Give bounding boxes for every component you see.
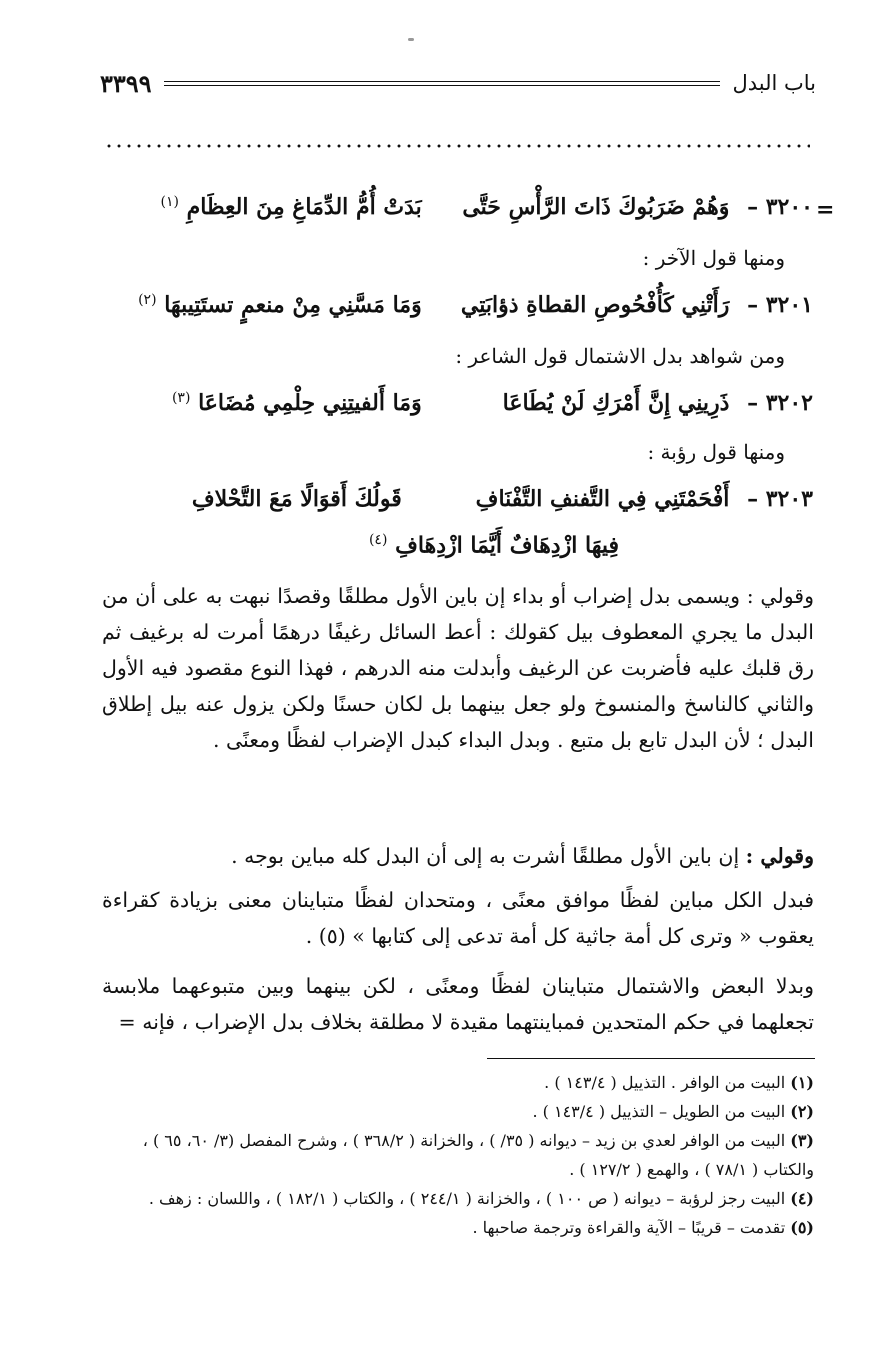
verse-hemistich-2: قَولُكَ أَقوَالًا مَعَ التَّحْلافِ xyxy=(191,486,402,512)
chapter-title: باب البدل xyxy=(732,71,816,95)
header-rule xyxy=(164,81,721,86)
paragraph-text: وبدلا البعض والاشتمال متباينان لفظًا ومعنًى ، لكن بينهما وبين متبوعهما ملابسة تجعلهما في حكم المتحدين فمباينتهما مقيدة لا مطلقة بخلاف بدل الإضراب ، فإنه = xyxy=(102,974,814,1034)
verse-3203-continuation xyxy=(369,532,619,558)
verse-number: ٣٢٠٢ – xyxy=(747,390,813,417)
verse-3203 xyxy=(192,486,813,512)
footnote-ref: (٤) xyxy=(368,532,388,548)
footnote xyxy=(102,1184,814,1213)
verse-3202 xyxy=(172,390,813,416)
running-header xyxy=(100,68,816,98)
verse-hemistich-1: وَهُمْ ضَرَبُوكَ ذَاتَ الرَّأْسِ حَتَّى xyxy=(462,194,730,221)
paragraph-text: إن باين الأول مطلقًا أشرت به إلى أن البدل كله مباين بوجه . xyxy=(231,844,746,868)
verse-intro: ومنها قول الآخر : xyxy=(642,246,785,270)
footnote-text: تقدمت – قريبًا – الآية والقراءة وترجمة صاحبها . xyxy=(472,1218,786,1237)
verse-intro: ومن شواهد بدل الاشتمال قول الشاعر : xyxy=(455,344,785,368)
paragraph-text: فبدل الكل مباين لفظًا موافق معنًى ، ومتحدان لفظًا متباينان معنى بزيادة كقراءة يعقوب « وترى كل أمة جاثية كل أمة تدعى إلى كتابها » (٥) . xyxy=(102,888,814,948)
footnote-text: البيت من الطويل – التذييل ( ١٤٣/٤ ) . xyxy=(532,1102,786,1121)
verse-hemistich-2: بَدَتْ أُمُّ الدِّمَاغِ مِنَ العِظَامِ xyxy=(186,194,422,221)
footnote-text: البيت من الوافر . التذييل ( ١٤٣/٤ ) . xyxy=(544,1073,786,1092)
footnote-number: (٣) xyxy=(790,1131,814,1150)
verse-line: فِيهَا ازْدِهَافٌ أَيَّمَا ازْدِهَافِ xyxy=(395,532,619,559)
footnote-ref: (١) xyxy=(160,194,179,210)
verse-3201 xyxy=(138,292,813,318)
verse-hemistich-2: وَمَا أَلفيتِنِي حِلْمِي مُضَاعَا xyxy=(198,390,422,417)
verse-hemistich-1: رَأَتْنِي كَأُفْحُوصِ القطاةِ ذؤابَتِي xyxy=(460,292,730,319)
paragraph-lead: وقولي : xyxy=(745,844,814,868)
verse-number: ٣٢٠٣ – xyxy=(747,486,813,512)
verse-hemistich-2: وَمَا مَسَّنِي مِنْ منعمٍ تستَتِيبهَا xyxy=(164,292,422,319)
footnote-ref: (٢) xyxy=(138,292,157,308)
verse-hemistich-1: أَفْحَمْتَنِي فِي التَّفنفِ التَّفْنَافِ xyxy=(475,486,730,512)
verse-number: ٣٢٠١ – xyxy=(747,292,813,319)
paragraph-text: وقولي : ويسمى بدل إضراب أو بداء إن باين الأول مطلقًا وقصدًا نبهت به على أن من البدل ما يجري المعطوف بيل كقولك : أعط السائل رغيفًا درهمًا أمرت له برغيف ثم رق قلبك عليه فأضربت عن الرغيف وأبدلت منه الدرهم ، فهذا النوع مقصود فيه الأول والثاني كالناسخ والمنسوخ ولو جعل بينهما بل لكان حسنًا ولكن يزول عنه بيل إطلاق البدل ؛ لأن البدل تابع بل متبع . وبدل البداء كبدل الإضراب لفظًا ومعنًى . xyxy=(102,584,814,752)
continuation-mark: = xyxy=(816,197,835,223)
paragraph xyxy=(102,578,814,758)
verse-hemistich-1: ذَرِينِي إِنَّ أَمْرَكِ لَنْ يُطَاعَا xyxy=(502,390,730,417)
footnote-separator xyxy=(487,1058,815,1059)
footnote-text: البيت من الوافر لعدي بن زيد – ديوانه ( ٣٥/ ) ، والخزانة ( ٣٦٨/٢ ) ، وشرح المفصل (٣/ ٦٠، ٦٥ ) ، والكتاب ( ٧٨/١ ) ، والهمع ( ١٢٧/٢ ) . xyxy=(142,1131,814,1179)
footnote xyxy=(102,1213,814,1242)
verse-number: ٣٢٠٠ – xyxy=(747,194,813,221)
footnote xyxy=(102,1097,814,1126)
paragraph xyxy=(102,838,814,874)
footnote-number: (٢) xyxy=(790,1102,814,1121)
footnote-number: (١) xyxy=(790,1073,814,1092)
verse-intro: ومنها قول رؤبة : xyxy=(647,440,785,464)
paragraph xyxy=(102,968,814,1040)
dotted-separator xyxy=(104,142,810,150)
footnote-number: (٤) xyxy=(790,1189,814,1208)
footnote-ref: (٣) xyxy=(171,390,191,406)
paragraph xyxy=(102,882,814,954)
footnotes xyxy=(102,1068,814,1242)
page-number: ٣٣٩٩ xyxy=(100,68,152,98)
footnote-number: (٥) xyxy=(790,1218,814,1237)
verse-3200 xyxy=(161,194,813,220)
footnote xyxy=(102,1126,814,1184)
footnote-text: البيت رجز لرؤبة – ديوانه ( ص ١٠٠ ) ، والخزانة ( ٢٤٤/١ ) ، والكتاب ( ١٨٢/١ ) ، واللسان : زهف . xyxy=(148,1189,786,1208)
footnote xyxy=(102,1068,814,1097)
scan-speck xyxy=(408,38,414,41)
